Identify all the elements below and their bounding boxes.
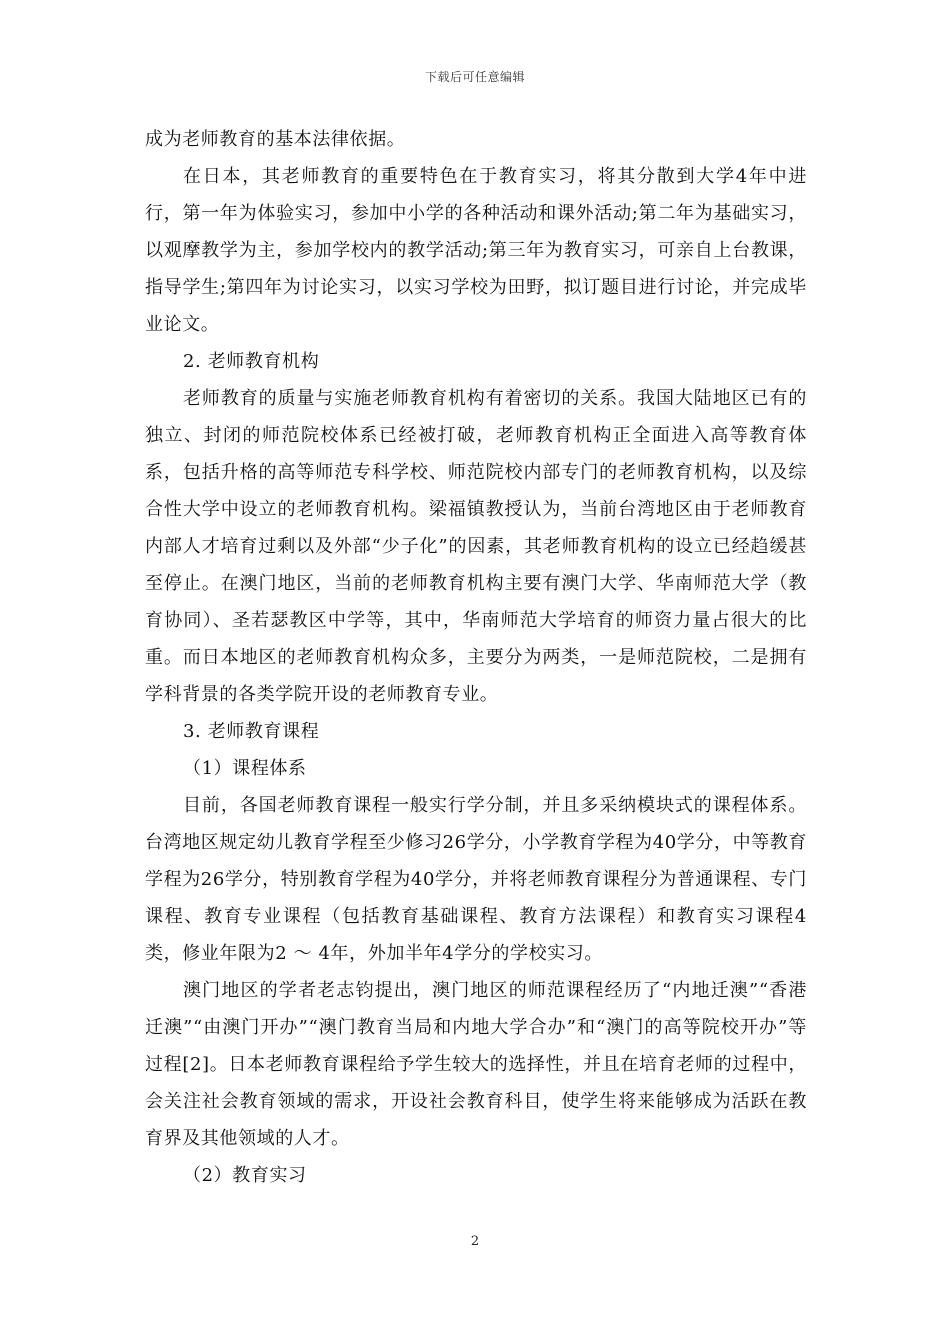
section-heading-curriculum: 3. 老师教育课程 xyxy=(183,721,320,742)
paragraph-japan-internship: 在日本，其老师教育的重要特色在于教育实习，将其分散到大学4年中进行，第一年为体验实习，参加中小学的各种活动和课外活动;第二年为基础实习，以观摩教学为主，参加学校内的教学活动;第三年为教育实习，可亲自上台教课，指导学生;第四年为讨论实习，以实习学校为田野，拟订题目进行讨论，并完成毕业论文。 xyxy=(145,166,807,335)
body-text xyxy=(145,121,807,1194)
subsection-heading-curriculum-system: （1）课程体系 xyxy=(183,758,307,779)
paragraph-continuation: 成为老师教育的基本法律依据。 xyxy=(145,129,406,150)
paragraph-curriculum-system: 目前，各国老师教育课程一般实行学分制，并且多采纳模块式的课程体系。台湾地区规定幼儿教育学程至少修习26学分，小学教育学程为40学分，中等教育学程为26学分，特别教育学程为40学分，并将老师教育课程分为普通课程、专门课程、教育专业课程（包括教育基础课程、教育方法课程）和教育实习课程4类，修业年限为2 ～ 4年，外加半年4学分的学校实习。 xyxy=(145,795,808,964)
paragraph-institutions: 老师教育的质量与实施老师教育机构有着密切的关系。我国大陆地区已有的独立、封闭的师范院校体系已经被打破，老师教育机构正全面进入高等教育体系，包括升格的高等师范专科学校、师范院校内部专门的老师教育机构，以及综合性大学中设立的老师教育机构。梁福镇教授认为，当前台湾地区由于老师教育内部人才培育过剩以及外部“少子化”的因素，其老师教育机构的设立已经趋缓甚至停止。在澳门地区，当前的老师教育机构主要有澳门大学、华南师范大学（教育协同）、圣若瑟教区中学等，其中，华南师范大学培育的师资力量占很大的比重。而日本地区的老师教育机构众多，主要分为两类，一是师范院校，二是拥有学科背景的各类学院开设的老师教育专业。 xyxy=(145,388,807,705)
subsection-heading-internship: （2）教育实习 xyxy=(183,1165,307,1186)
page-header: 下载后可任意编辑 xyxy=(424,70,525,84)
section-heading-institutions: 2. 老师教育机构 xyxy=(183,351,320,372)
page-number: 2 xyxy=(470,1234,480,1249)
paragraph-macau-curriculum: 澳门地区的学者老志钧提出，澳门地区的师范课程经历了“内地迁澳”“香港迁澳”“由澳门开办”“澳门教育当局和内地大学合办”和“澳门的高等院校开办”等过程[2]。日本老师教育课程给予学生较大的选择性，并且在培育老师的过程中，会关注社会教育领域的需求，开设社会教育科目，使学生将来能够成为活跃在教育界及其他领域的人才。 xyxy=(145,980,807,1149)
